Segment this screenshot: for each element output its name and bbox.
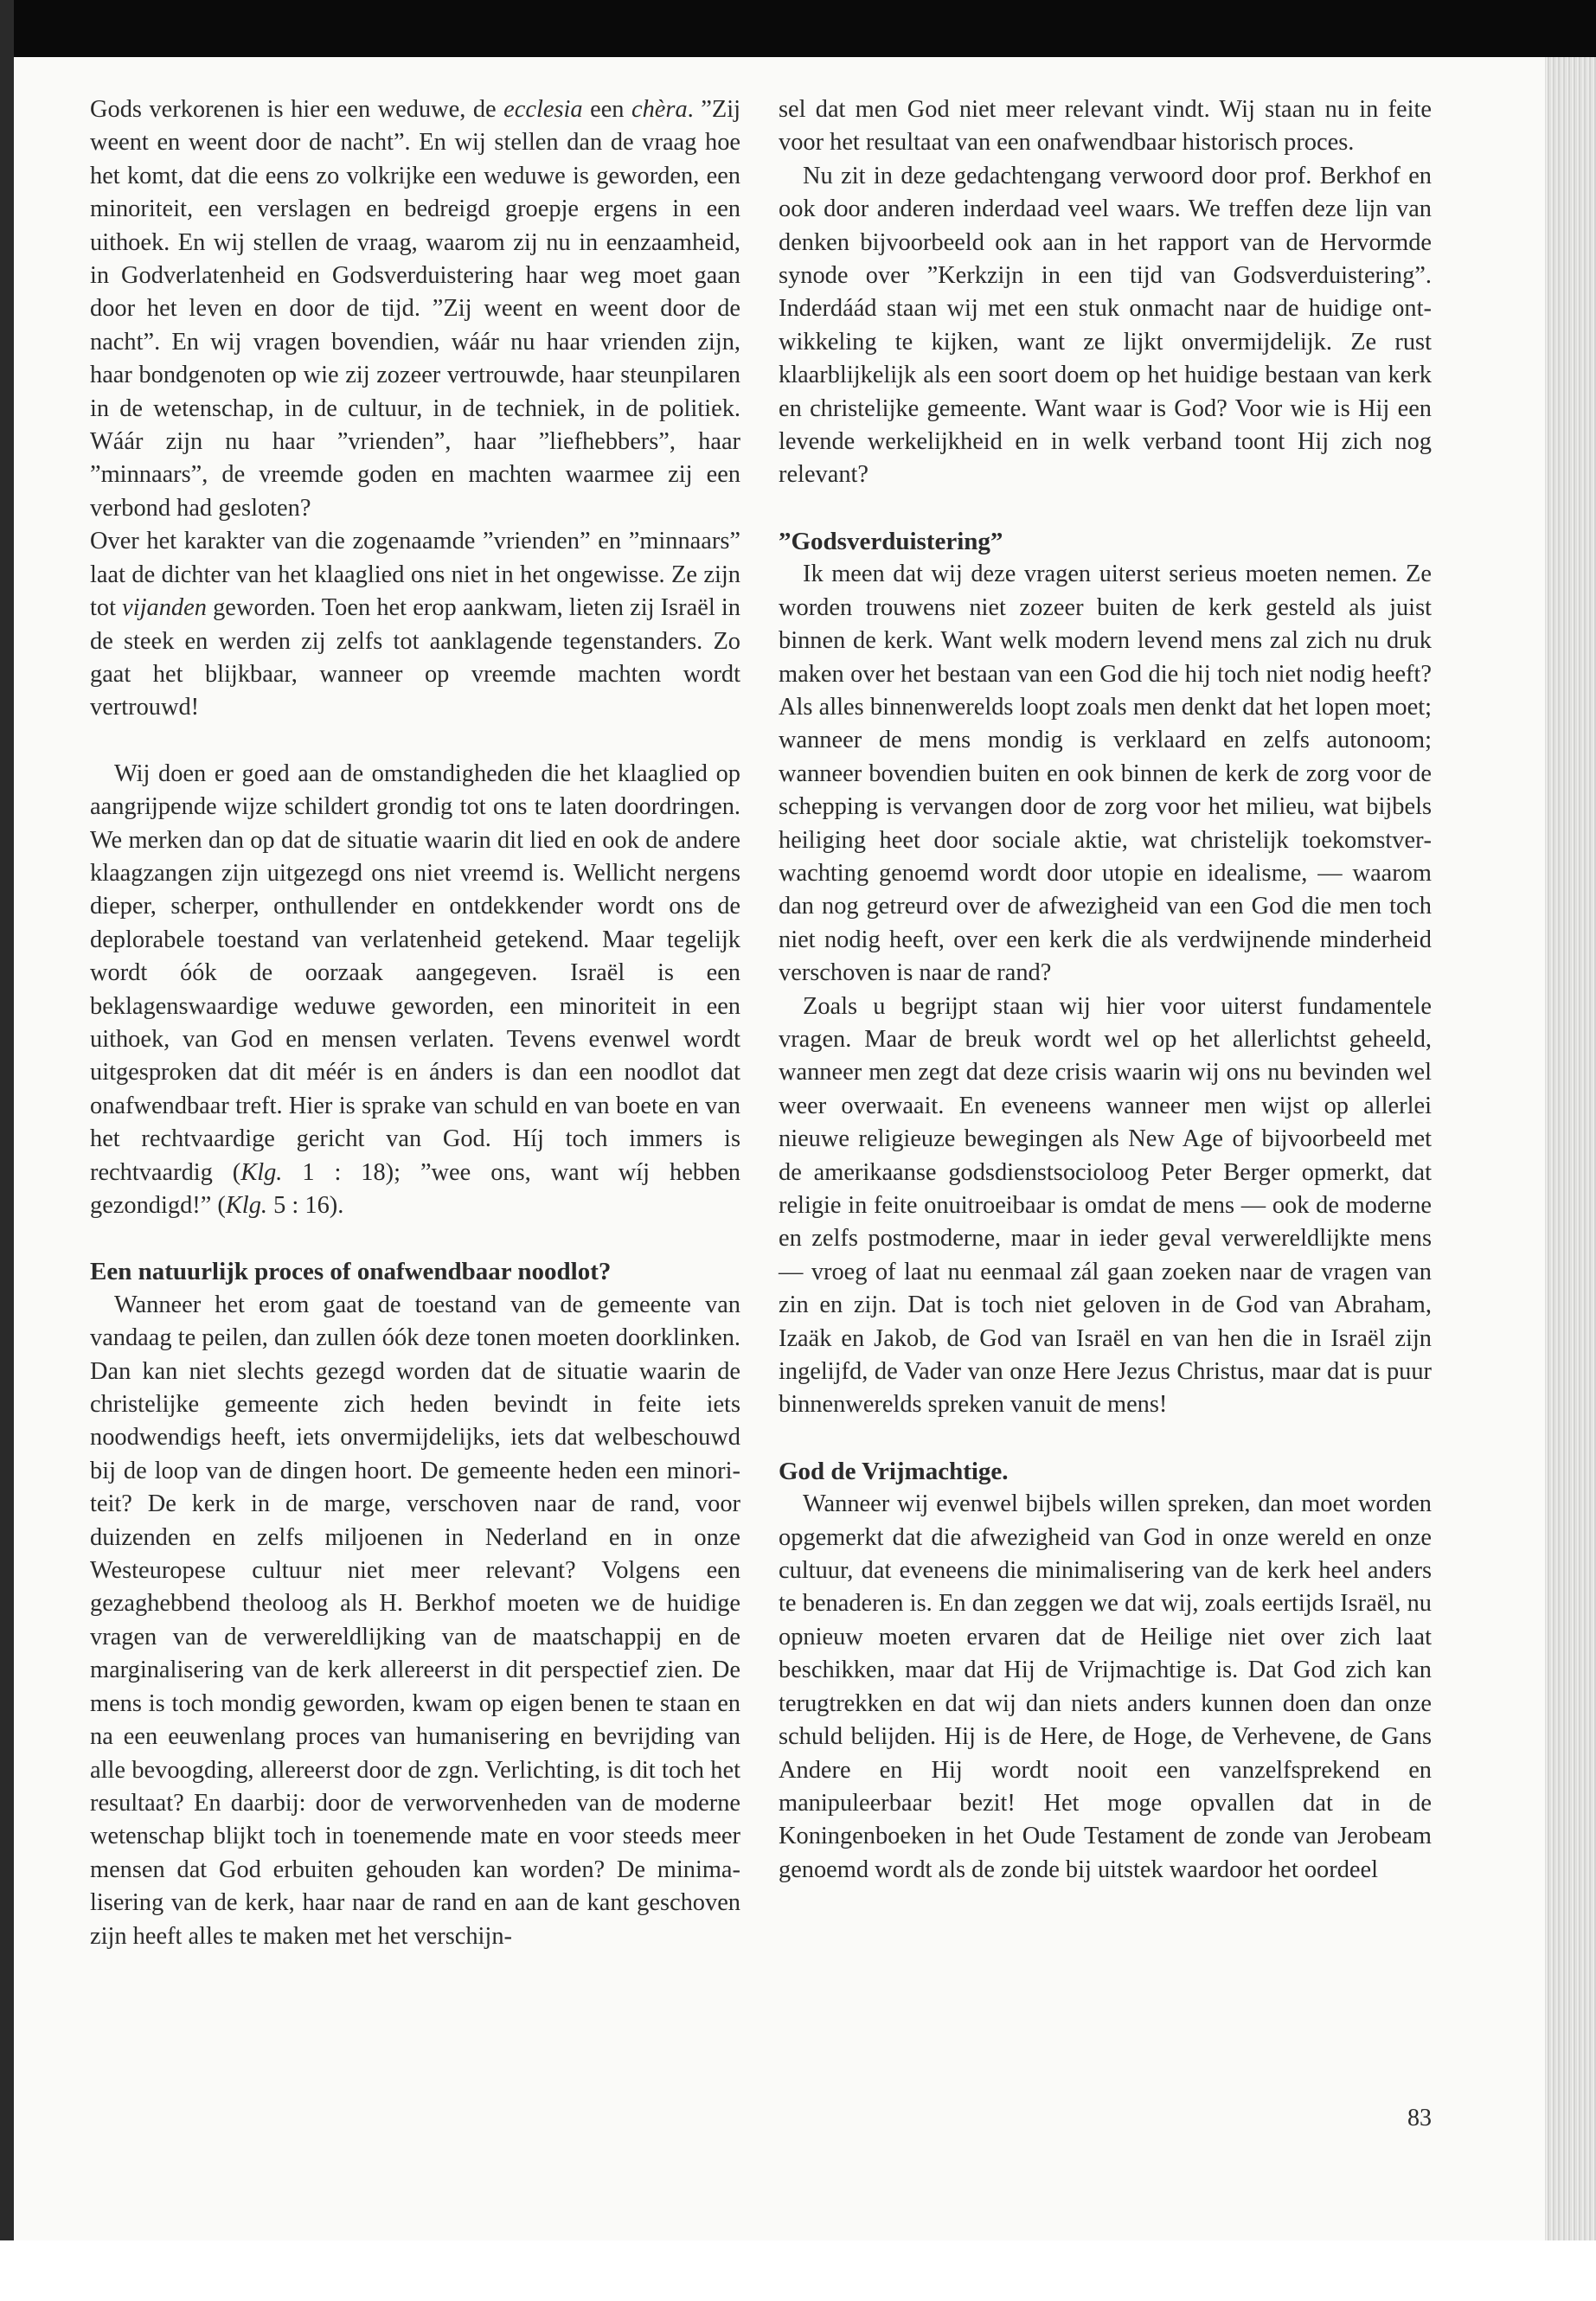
- paragraph: Zoals u begrijpt staan wij hier voor uiterst fundamentele vragen. Maar de breuk wordt wel op het allerlichtst geheeld, wanneer men zegt dat deze crisis waarin wij ons nu bevinden wel weer overwaait. En eveneens wanneer men wijst op allerlei nieuwe religieuze bewegingen als New Age of bijvoorbeeld met de amerikaanse godsdienstsocioloog Peter Berger opmerkt, dat religie in feite onuitroeibaar is omdat de mens — ook de moderne en zelfs postmoderne, maar in ieder geval verwereldlijkte mens — vroeg of laat nu eenmaal zál gaan zoeken naar de vragen van zin en zijn. Dat is toch niet geloven in de God van Abraham, Izaäk en Jakob, de God van Israël en van hen die in Israël zijn ingelijfd, de Vader van onze Here Jezus Christus, maar dat is puur binnenwerelds spreken vanuit de mens!: [779, 992, 1432, 1419]
- scan-border-left: [0, 0, 14, 2301]
- paragraph: Wanneer het erom gaat de toestand van de gemeente van vandaag te peilen, dan zullen óók deze tonen moeten doorklinken. Dan kan niet slechts gezegd worden dat de situatie waarin de christelijke gemeente zich heden bevindt in feite iets noodwendigs heeft, iets onvermijdelijks, iets dat welbeschouwd bij de loop van de dingen hoort. De gemeente heden een minoriteit? De kerk in de marge, verschoven naar de rand, voor duizenden en zelfs miljoenen in Nederland en in onze Westeuropese cultuur niet meer relevant? Volgens een gezaghebbend theoloog als H. Berkhof moeten we de huidige vragen van de verwereldlijking van de maatschappij en de marginalisering van de kerk allereerst in dit perspectief zien. De mens is toch mondig geworden, kwam op eigen benen te staan en na een eeuwenlang proces van humanisering en bevrijding van alle bevoogding, allereerst door de zgn. Verlichting, is dit toch het resultaat? En daarbij: door de verworvenheden van de moderne wetenschap blijkt toch in toenemende mate en voor steeds meer mensen dat God erbuiten gehouden kan worden? De minimalisering van de kerk, haar naar de rand en aan de kant geschoven zijn heeft alles te maken met het verschijn-: [90, 1291, 740, 1950]
- section-heading: ”Godsverduistering”: [779, 527, 1003, 555]
- page-stack-edge: [1545, 57, 1596, 2240]
- scan-border-bottom: [0, 2240, 1596, 2301]
- paragraph: Over het karakter van die zogenaamde ”vrienden” en ”minnaars” laat de dichter van het klaaglied ons niet in het ongewisse. Ze zijn tot vijanden geworden. Toen het erop aankwam, lieten zij Israël in de steek en werden zij zelfs tot aanklagende tegenstanders. Zo gaat het blijkbaar, wanneer op vreemde machten wordt vertrouwd!: [90, 528, 740, 721]
- paragraph: Nu zit in deze gedachtengang verwoord door prof. Berkhof en ook door anderen inderdaad veel waars. We treffen deze lijn van denken bijvoorbeeld ook aan in het rapport van de Hervormde synode over ”Kerkzijn in een tijd van Godsverduistering”. Inderdáád staan wij met een stuk onmacht naar de huidige ontwikkeling te kijken, want ze lijkt onvermijdelijk. Ze rust klaarblijkelijk als een soort doem op het huidige bestaan van kerk en christelijke gemeente. Want waar is God? Voor wie is Hij een levende werkelijkheid en in welk verband toont Hij zich nog relevant?: [779, 162, 1432, 489]
- paragraph: sel dat men God niet meer relevant vindt. Wij staan nu in feite voor het resultaat van een onafwendbaar historisch proces.: [779, 96, 1432, 157]
- right-text-column: [779, 93, 1432, 1887]
- paragraph: Wanneer wij evenwel bijbels willen spreken, dan moet worden opgemerkt dat die afwezigheid van God in onze wereld en onze cultuur, dat eveneens die minimalisering van de kerk heel anders te benaderen is. En dan zeggen we dat wij, zoals eertijds Israël, nu opnieuw moeten ervaren dat de Heilige niet over zich laat beschikken, maar dat Hij de Vrijmachtige is. Dat God zich kan terugtrekken en dat wij dan niets anders kunnen doen dan onze schuld belijden. Hij is de Here, de Hoge, de Verhevene, de Gans Andere en Hij wordt nooit een vanzelfsprekend en manipuleerbaar bezit! Het moge opvallen dat in de Koningenboeken in het Oude Testament de zonde van Jerobeam genoemd wordt als de zonde bij uitstek waardoor het oordeel: [779, 1490, 1432, 1883]
- paragraph: Wij doen er goed aan de omstandigheden die het klaaglied op aangrijpende wijze schildert grondig tot ons te laten doordringen. We merken dan op dat de situatie waarin dit lied en ook de andere klaagzangen zijn uitgezegd ons niet vreemd is. Wellicht nergens dieper, scherper, onthullender en ontdekkender wordt ons de deplorabele toestand van verlatenheid getekend. Maar tegelijk wordt óók de oorzaak aangegeven. Israël is een beklagenswaardige weduwe geworden, een minoriteit in een uithoek, van God en mensen verlaten. Tevens evenwel wordt uitgesproken dat dit méér is en ánders is dan een noodlot dat onafwendbaar treft. Hier is sprake van schuld en van boete en van het rechtvaardige gericht van God. Híj toch immers is rechtvaardig (Klg. 1 : 18); ”wee ons, want wíj hebben gezondigd!” (Klg. 5 : 16).: [90, 760, 740, 1219]
- section-heading: God de Vrijmachtige.: [779, 1457, 1009, 1485]
- scan-border-top: [0, 0, 1596, 57]
- paragraph: Gods verkorenen is hier een weduwe, de ecclesia een chèra. ”Zij weent en weent door de nacht”. En wij stellen dan de vraag hoe het komt, dat die eens zo volkrijke een weduwe is geworden, een minoriteit, een verslagen en bedreigd groepje ergens in een uithoek. En wij stellen de vraag, waarom zij nu in eenzaamheid, in Godverlatenheid en Godsverduistering haar weg moet gaan door het leven en door de tijd. ”Zij weent en weent door de nacht”. En wij vragen bovendien, wáár nu haar vrienden zijn, haar bondgenoten op wie zij zozeer vertrouwde, haar steunpilaren in de wetenschap, in de cultuur, in de techniek, in de politiek. Wáár zijn nu haar ”vrienden”, haar ”liefhebbers”, haar ”minnaars”, de vreemde goden en machten waarmee zij een verbond had gesloten?: [90, 96, 740, 522]
- page-number: 83: [1407, 2105, 1432, 2131]
- paragraph: Ik meen dat wij deze vragen uiterst serieus moeten nemen. Ze worden trouwens niet zozeer buiten de kerk gesteld als juist binnen de kerk. Want welk modern levend mens zal zich nu druk maken over het bestaan van een God die hij toch niet nodig heeft? Als alles binnenwerelds loopt zoals men denkt dat het lopen moet; wanneer de mens mondig is verklaard en zelfs autonoom; wanneer bovendien buiten en ook binnen de kerk de zorg voor de schepping is vervangen door de zorg voor het milieu, wat bijbels heiliging heet door sociale aktie, wat christelijk toekomstverwachting genoemd wordt door utopie en idealisme, — waarom dan nog getreurd over de afwezigheid van een God die men toch niet nodig heeft, over een kerk die als verdwijnende minderheid verschoven is naar de rand?: [779, 561, 1432, 987]
- section-heading: Een natuurlijk proces of onafwendbaar noodlot?: [90, 1258, 612, 1286]
- left-text-column: [90, 93, 740, 1953]
